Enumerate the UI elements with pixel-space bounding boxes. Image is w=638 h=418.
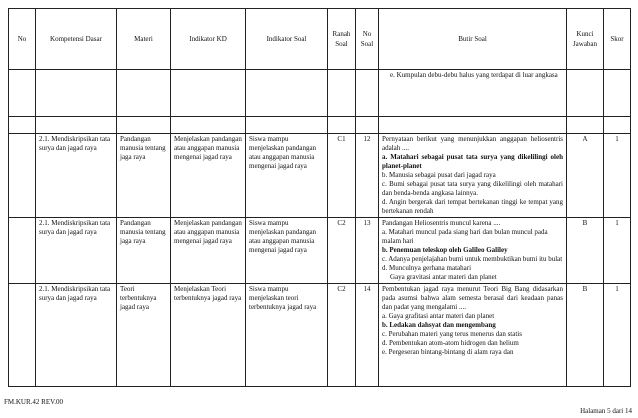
butir-soal-cell <box>379 218 567 284</box>
kunci-cell: A <box>567 134 604 218</box>
option-a: a. Gaya grafitasi antar materi dan planet <box>382 312 495 320</box>
no-soal-cell: 14 <box>356 284 379 387</box>
form-code-footer: FM.KUR.42 REV.00 <box>4 398 63 406</box>
kd-cell: 2.1. Mendiskripsikan tata surya dan jagad raya <box>36 284 117 387</box>
table-header-row <box>9 9 631 70</box>
header-indikator-soal: Indikator Soal <box>246 9 328 70</box>
indikator-kd-cell: Menjelaskan pandangan atau anggapan manusia mengenai jagad raya <box>171 134 246 218</box>
row-spacer <box>9 117 631 134</box>
header-no: No <box>9 9 36 70</box>
option-c: c. Adanya penjelajahan bumi untuk membuktikan bumi itu bulat <box>382 255 563 263</box>
header-skor: Skor <box>604 9 631 70</box>
option-b: b. Ledakan dahsyat dan mengembang <box>382 321 496 329</box>
option-b: b. Penemuan teleskop oleh Galileo Galiley <box>382 246 508 254</box>
option-c: c. Perubahan materi yang terus menerus dan statis <box>382 330 522 338</box>
question-stem: Pembentukan jagad raya menurut Teori Big Bang didasarkan pada asumsi bahwa alam semesta berasal dari keadaan panas dan padat yang mengalami .... <box>382 285 563 311</box>
indikator-soal-cell: Siswa mampu menjelaskan pandangan atau anggapan manusia mengenai jagad raya <box>246 134 328 218</box>
header-ranah-soal: Ranah Soal <box>328 9 356 70</box>
kunci-cell: B <box>567 218 604 284</box>
table-row <box>9 218 631 284</box>
header-kompetensi-dasar: Kompetensi Dasar <box>36 9 117 70</box>
kd-cell: 2.1. Mendiskripsikan tata surya dan jagad raya <box>36 218 117 284</box>
option-a: a. Matahari sebagai pusat tata surya yang dikelilingi oleh planet-planet <box>382 153 563 170</box>
question-stem: Pandangan Heliosentris muncul karena .... <box>382 219 501 227</box>
option-d: d. Pembentukan atom-atom hidrogen dan helium <box>382 339 519 347</box>
option-a: a. Matahari muncul pada siang hari dan bulan muncul pada malam hari <box>382 228 548 245</box>
materi-cell: Pandangan manusia tentang jaga raya <box>117 134 171 218</box>
table-row <box>9 284 631 387</box>
indikator-kd-cell: Menjelaskan Teori terbentuknya jagad raya <box>171 284 246 387</box>
table-row <box>9 134 631 218</box>
indikator-soal-cell: Siswa mampu menjelaskan teori terbentuknya jagad raya <box>246 284 328 387</box>
kd-cell: 2.1. Mendiskripsikan tata surya dan jagad raya <box>36 134 117 218</box>
butir-soal-cell <box>379 284 567 387</box>
option-d: d. Angin bergerak dari tempat bertekanan tinggi ke tempat yang bertekanan rendah <box>382 198 563 215</box>
ranah-cell: C1 <box>328 134 356 218</box>
no-soal-cell: 13 <box>356 218 379 284</box>
no-soal-cell: 12 <box>356 134 379 218</box>
option-e: Gaya gravitasi antar materi dan planet <box>390 273 497 281</box>
skor-cell: 1 <box>604 218 631 284</box>
option-e-continuation: e. Kumpulan debu-debu halus yang terdapat di luar angkasa <box>390 71 558 79</box>
header-no-soal: No Soal <box>356 9 379 70</box>
butir-soal-cell <box>379 134 567 218</box>
option-c: c. Bumi sebagai pusat tata surya yang dikelilingi oleh matahari dan benda-benda angkasa lainnya. <box>382 180 563 197</box>
header-kunci-jawaban: Kunci Jawaban <box>567 9 604 70</box>
question-grid-table <box>8 8 631 387</box>
skor-cell: 1 <box>604 284 631 387</box>
header-materi: Materi <box>117 9 171 70</box>
indikator-kd-cell: Menjelaskan pandangan atau anggapan manusia mengenai jagad raya <box>171 218 246 284</box>
ranah-cell: C2 <box>328 218 356 284</box>
question-stem: Pernyataan berikut yang menunjukkan anggapan heliosentris adalah .... <box>382 135 563 152</box>
indikator-soal-cell: Siswa mampu menjelaskan pandangan atau anggapan manusia mengenai jagad raya <box>246 218 328 284</box>
header-butir-soal: Butir Soal <box>379 9 567 70</box>
table-row-continuation <box>9 70 631 117</box>
skor-cell: 1 <box>604 134 631 218</box>
ranah-cell: C2 <box>328 284 356 387</box>
materi-cell: Pandangan manusia tentang jaga raya <box>117 218 171 284</box>
header-indikator-kd: Indikator KD <box>171 9 246 70</box>
option-d: d. Munculnya gerhana matahari <box>382 264 472 272</box>
option-e: e. Pergeseran bintang-bintang di alam raya dan <box>382 348 514 356</box>
page-number-footer: Halaman 5 dari 14 <box>580 407 632 415</box>
option-b: b. Manusia sebagai pusat dari jagad raya <box>382 171 496 179</box>
kunci-cell: B <box>567 284 604 387</box>
materi-cell: Teori terbentuknya jagad raya <box>117 284 171 387</box>
